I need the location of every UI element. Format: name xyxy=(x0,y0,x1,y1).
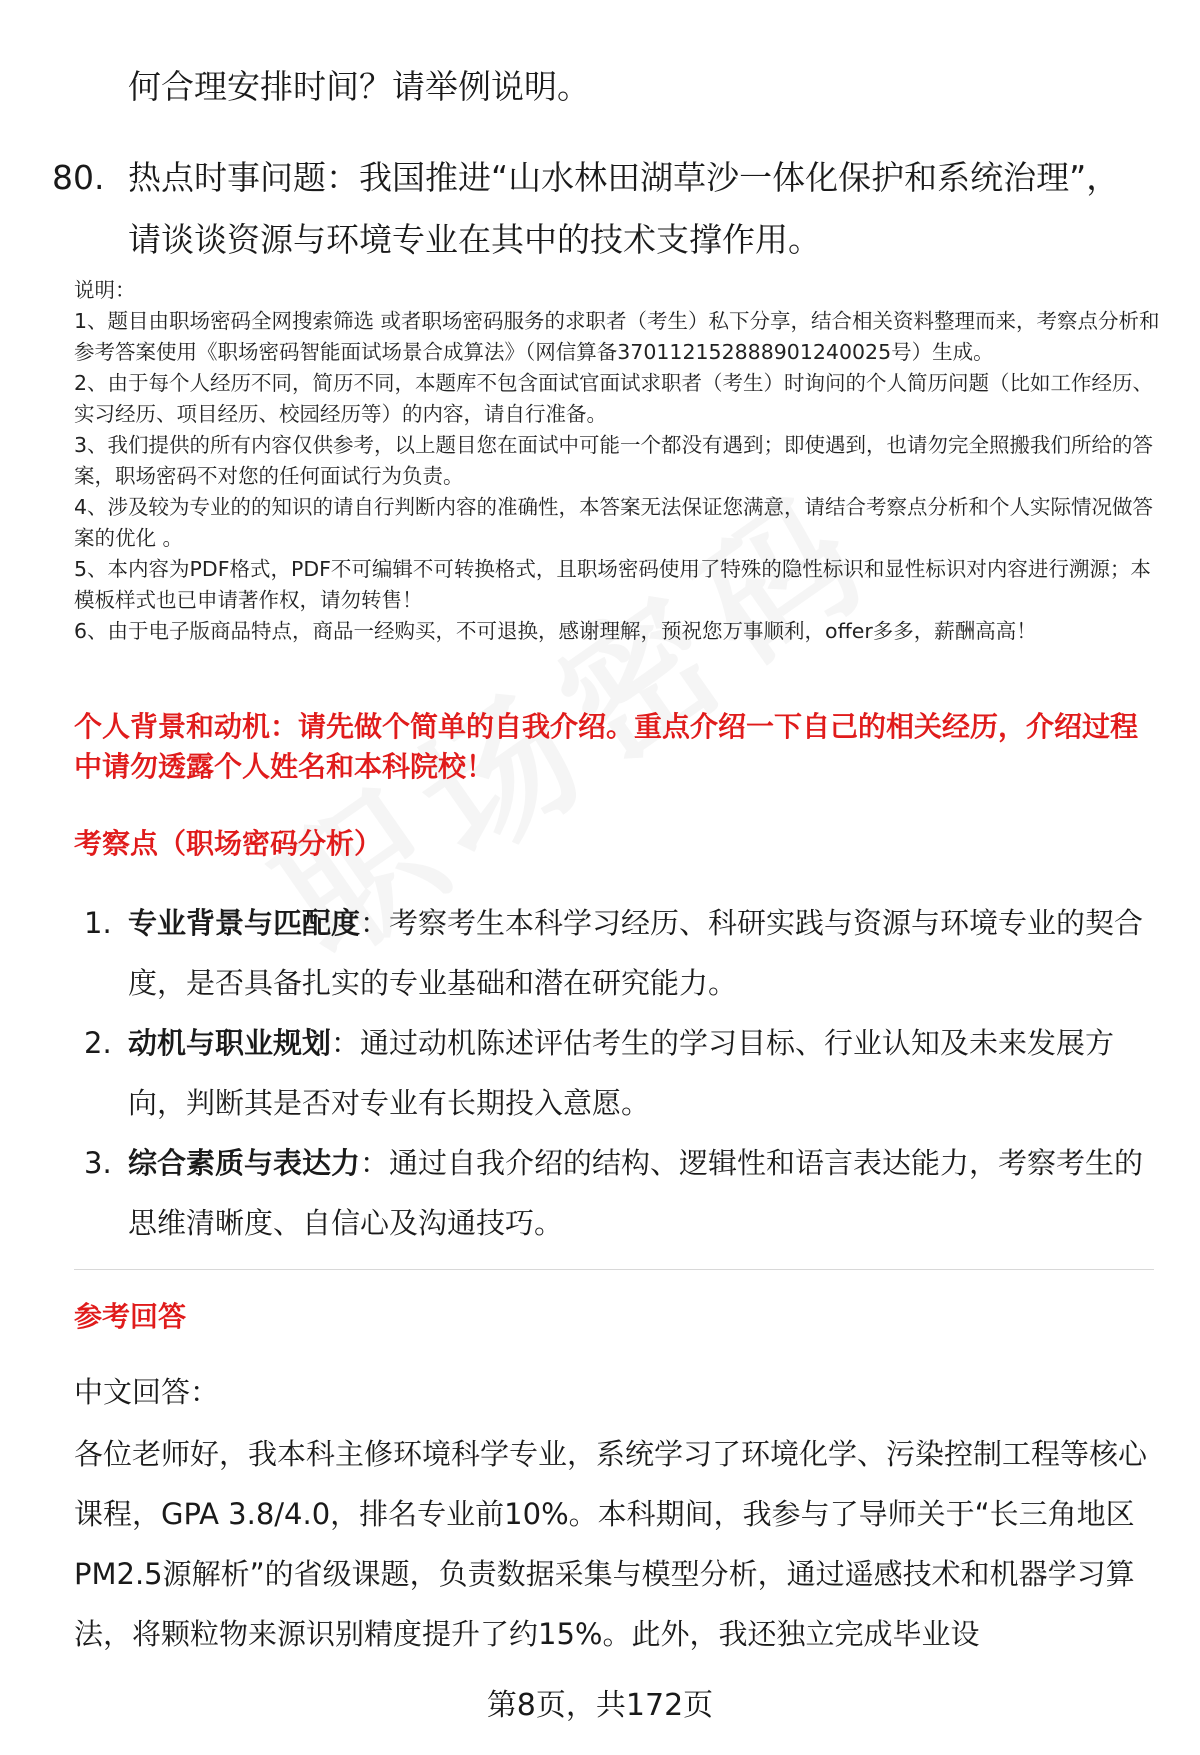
note-item: 3、我们提供的所有内容仅供参考，以上题目您在面试中可能一个都没有遇到；即使遇到，也请勿完全照搬我们所给的答案，职场密码不对您的任何面试行为负责。 xyxy=(74,433,1154,488)
note-item: 1、题目由职场密码全网搜索筛选 或者职场密码服务的求职者（考生）私下分享，结合相关资料整理而来，考察点分析和参考答案使用《职场密码智能面试场景合成算法》（网信算备370112152888901240025号）生成。 xyxy=(74,309,1160,364)
point-number: 2. xyxy=(84,1026,112,1060)
notes-title: 说明： xyxy=(74,278,136,302)
analysis-point xyxy=(84,893,1164,1013)
point-number: 1. xyxy=(84,906,112,940)
analysis-points xyxy=(84,893,1164,1253)
page-footer: 第8页，共172页 xyxy=(486,1688,714,1723)
question-number: 80. xyxy=(52,158,105,197)
analysis-point xyxy=(84,1133,1164,1253)
note-item: 5、本内容为PDF格式，PDF不可编辑不可转换格式，且职场密码使用了特殊的隐性标识和显性标识对内容进行溯源；本模板样式也已申请著作权，请勿转售！ xyxy=(74,557,1151,612)
note-item: 6、由于电子版商品特点，商品一经购买，不可退换，感谢理解，预祝您万事顺利，offer多多，薪酬高高！ xyxy=(74,619,1037,643)
question-text: 热点时事问题：我国推进“山水林田湖草沙一体化保护和系统治理”，请谈谈资源与环境专业在其中的技术支撑作用。 xyxy=(128,158,1120,259)
point-text: ：考察考生本科学习经历、科研实践与资源与环境专业的契合度，是否具备扎实的专业基础和潜在研究能力。 xyxy=(128,906,1144,1000)
answer-title: 参考回答 xyxy=(74,1300,187,1333)
note-item: 4、涉及较为专业的的知识的请自行判断内容的准确性，本答案无法保证您满意，请结合考察点分析和个人实际情况做答案的优化 。 xyxy=(74,495,1154,550)
question-80 xyxy=(52,147,1152,271)
note-item: 2、由于每个人经历不同，简历不同，本题库不包含面试官面试求职者（考生）时询问的个人简历问题（比如工作经历、实习经历、项目经历、校园经历等）的内容，请自行准备。 xyxy=(74,371,1154,426)
answer-language-label: 中文回答： xyxy=(74,1375,220,1409)
point-keyword: 专业背景与匹配度 xyxy=(128,906,361,940)
analysis-title: 考察点（职场密码分析） xyxy=(74,827,383,860)
point-keyword: 综合素质与表达力 xyxy=(128,1146,361,1180)
point-keyword: 动机与职业规划 xyxy=(128,1026,332,1060)
notes-section xyxy=(74,275,1164,647)
question-continuation: 何合理安排时间？请举例说明。 xyxy=(128,67,590,106)
analysis-point xyxy=(84,1013,1164,1133)
interview-question-heading: 个人背景和动机：请先做个简单的自我介绍。重点介绍一下自己的相关经历，介绍过程中请勿透露个人姓名和本科院校！ xyxy=(74,710,1139,783)
answer-body: 各位老师好，我本科主修环境科学专业，系统学习了环境化学、污染控制工程等核心课程，GPA 3.8/4.0，排名专业前10%。本科期间，我参与了导师关于“长三角地区PM2.5源解析”的省级课题，负责数据采集与模型分析，通过遥感技术和机器学习算法，将颗粒物来源识别精度提升了约15%。此外，我还独立完成毕业设 xyxy=(74,1437,1148,1651)
point-number: 3. xyxy=(84,1146,112,1180)
point-text: ：通过动机陈述评估考生的学习目标、行业认知及未来发展方向，判断其是否对专业有长期投入意愿。 xyxy=(128,1026,1115,1120)
section-divider xyxy=(74,1269,1154,1270)
point-text: ：通过自我介绍的结构、逻辑性和语言表达能力，考察考生的思维清晰度、自信心及沟通技巧。 xyxy=(128,1146,1144,1240)
